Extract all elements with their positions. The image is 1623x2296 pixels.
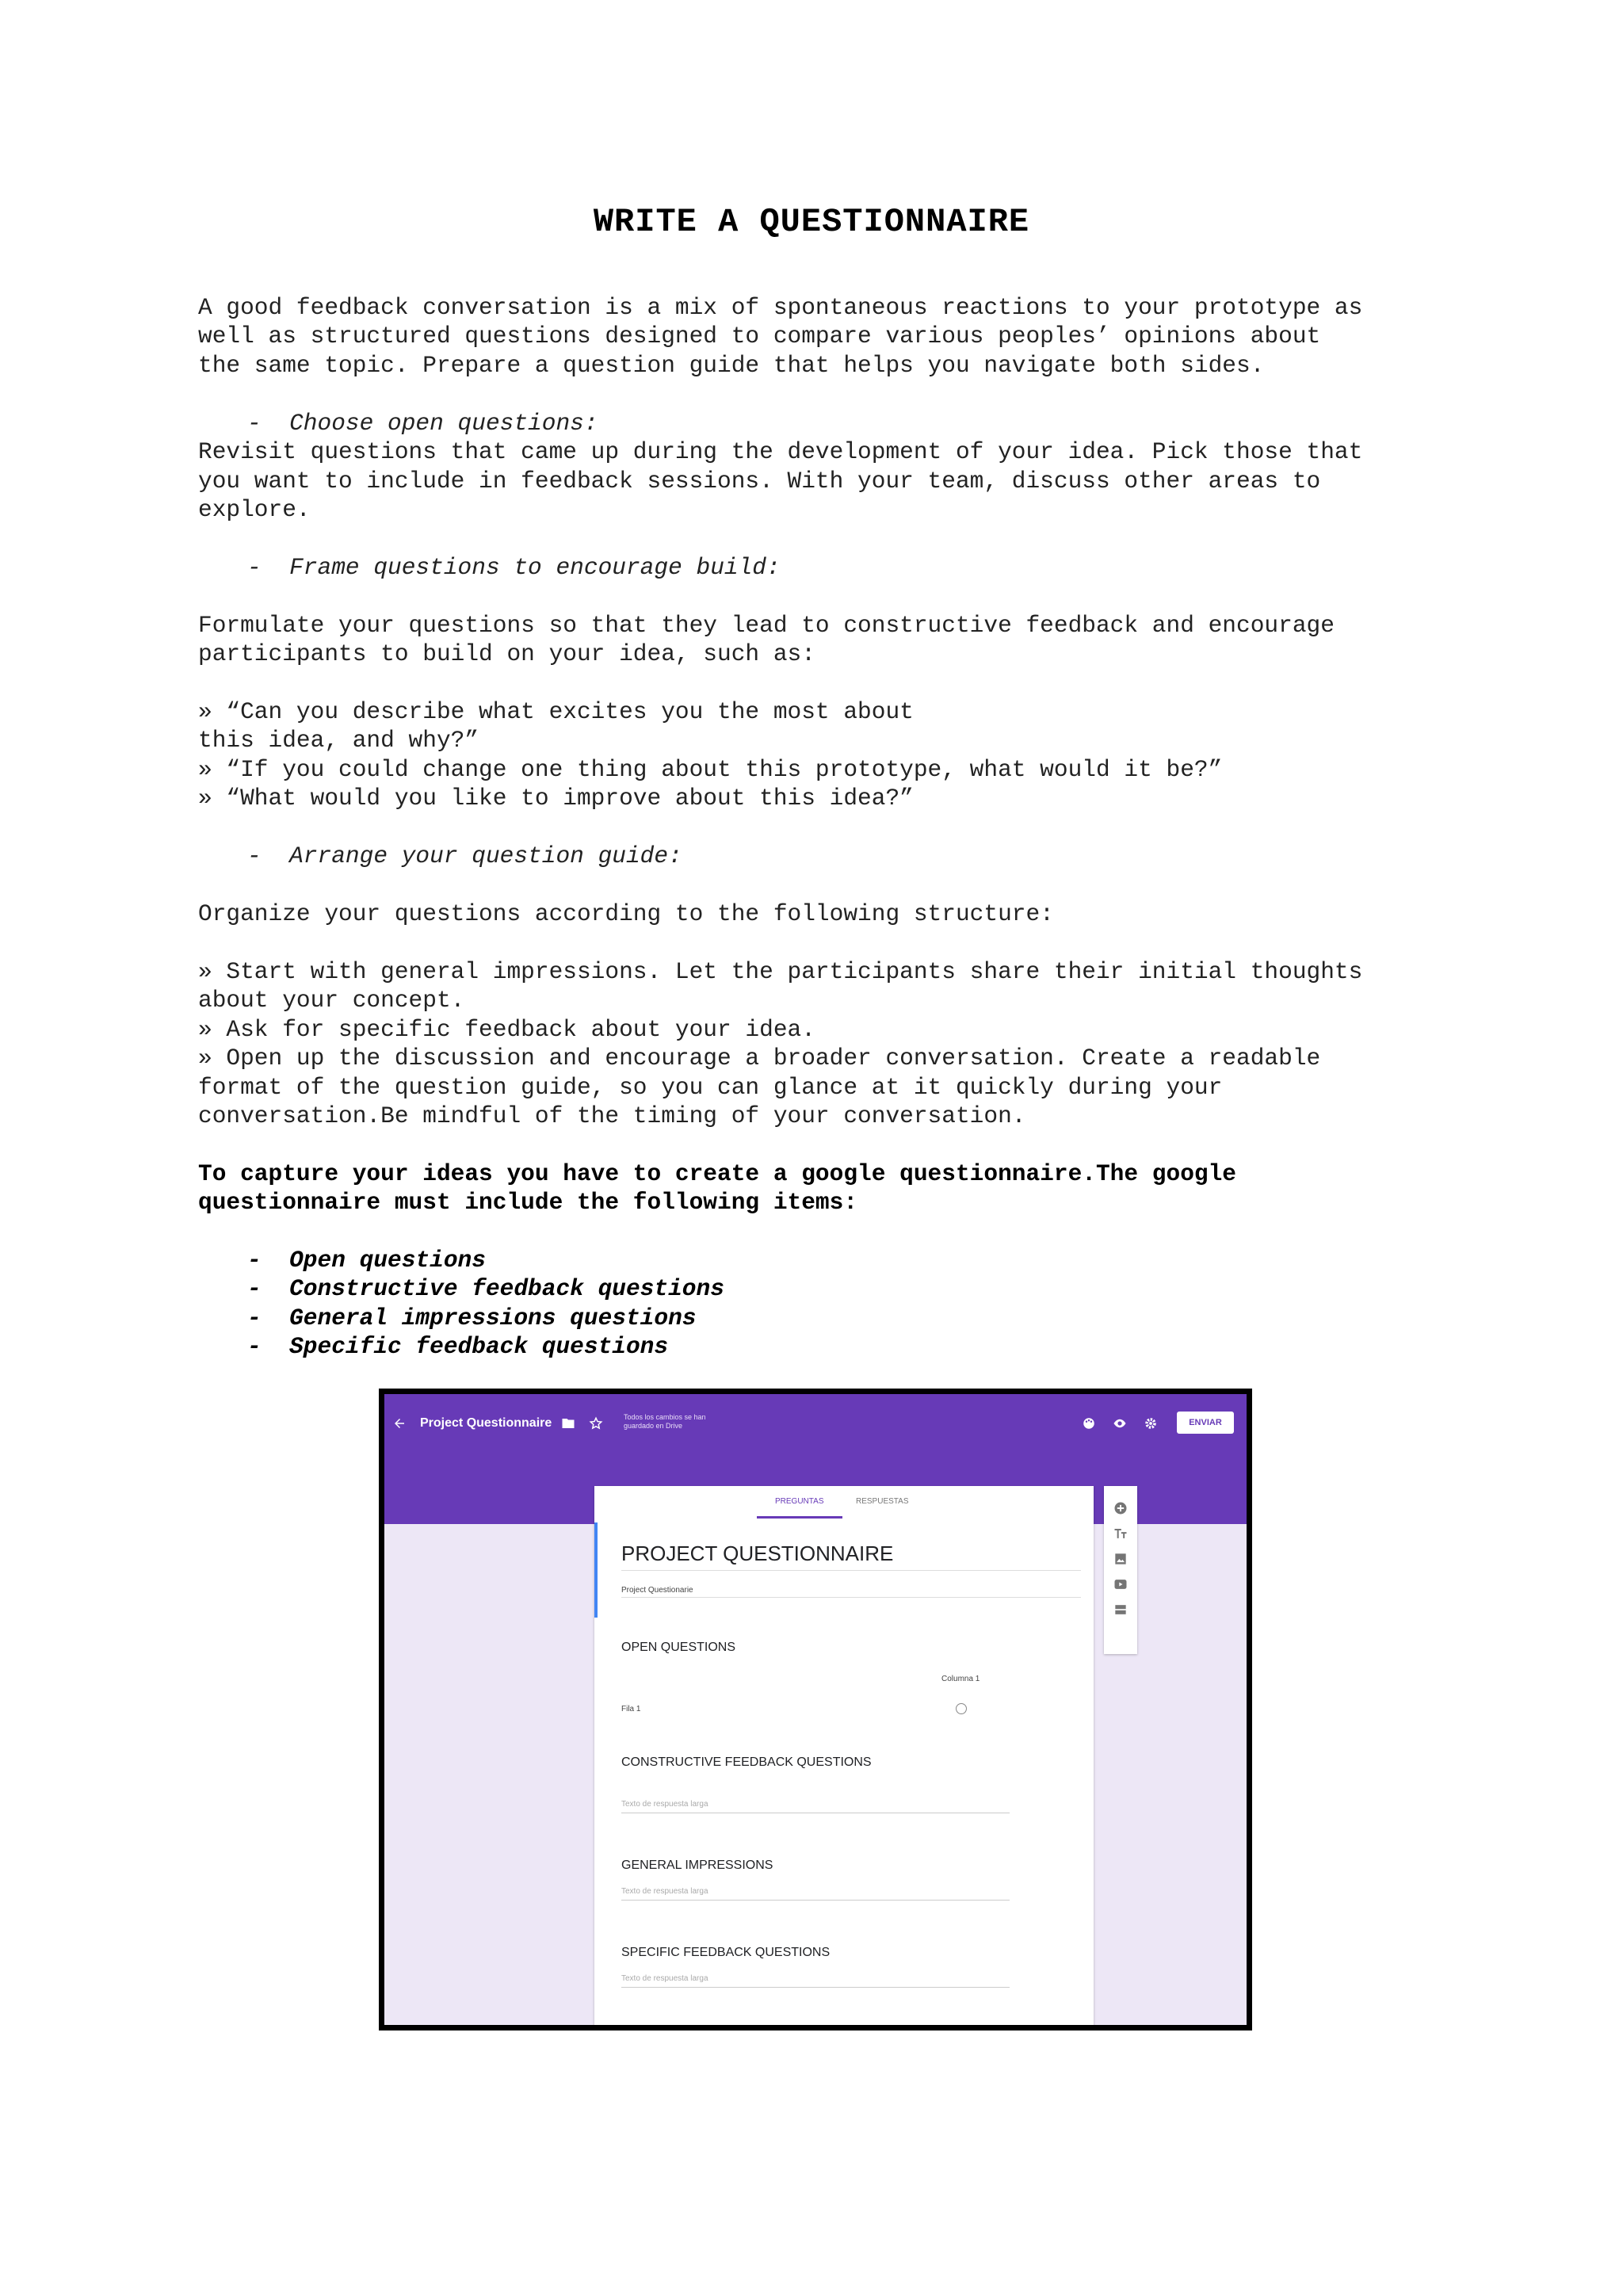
add-image-icon[interactable]: [1113, 1551, 1128, 1567]
example-line: this idea, and why?”: [198, 727, 479, 754]
section-body-line: explore.: [198, 496, 311, 523]
google-forms-screenshot: [379, 1389, 1252, 2030]
section-heading-arrange-guide: - Arrange your question guide:: [247, 842, 682, 869]
arrow-left-icon[interactable]: [392, 1416, 407, 1431]
grid-radio-button[interactable]: [956, 1703, 967, 1714]
example-line: » “Can you describe what excites you the most about: [198, 698, 914, 725]
form-title[interactable]: PROJECT QUESTIONNAIRE: [621, 1541, 894, 1565]
section-body-line: you want to include in feedback sessions. With your team, discuss other areas to: [198, 468, 1321, 495]
section-body-line: Formulate your questions so that they lead to constructive feedback and encourage: [198, 612, 1335, 639]
save-status: Todos los cambios se han guardado en Drive: [624, 1413, 706, 1430]
bottom-strip: [384, 2025, 1247, 2030]
eye-icon[interactable]: [1112, 1416, 1128, 1431]
add-question-icon[interactable]: [1113, 1500, 1128, 1516]
focus-indicator: [594, 1522, 598, 1618]
question-title-constructive[interactable]: CONSTRUCTIVE FEEDBACK QUESTIONS: [621, 1755, 872, 1769]
question-toolbar: [1104, 1486, 1137, 1654]
section-body-line: Revisit questions that came up during the development of your idea. Pick those that: [198, 438, 1363, 465]
step-line: » Start with general impressions. Let the participants share their initial thoughts: [198, 958, 1363, 985]
required-item: - Open questions: [247, 1247, 486, 1274]
answer-line: [621, 1987, 1010, 1988]
required-item: - Specific feedback questions: [247, 1333, 669, 1360]
send-button[interactable]: ENVIAR: [1177, 1412, 1234, 1434]
active-tab-indicator: [757, 1516, 842, 1519]
section-heading-frame-questions: - Frame questions to encourage build:: [247, 554, 781, 581]
intro-line: well as structured questions designed to compare various peoples’ opinions about: [198, 323, 1321, 350]
long-answer-placeholder: Texto de respuesta larga: [621, 1800, 708, 1809]
question-title-general[interactable]: GENERAL IMPRESSIONS: [621, 1859, 773, 1872]
section-heading-open-questions: - Choose open questions:: [247, 410, 598, 437]
palette-icon[interactable]: [1082, 1416, 1096, 1431]
task-line: questionnaire must include the following items:: [198, 1189, 858, 1216]
divider: [621, 1570, 1081, 1571]
required-item: - General impressions questions: [247, 1305, 697, 1331]
question-title-open[interactable]: OPEN QUESTIONS: [621, 1641, 736, 1654]
step-line: format of the question guide, so you can glance at it quickly during your: [198, 1074, 1223, 1101]
example-line: » “If you could change one thing about this prototype, what would it be?”: [198, 756, 1223, 783]
tab-responses[interactable]: RESPUESTAS: [856, 1497, 909, 1506]
grid-column-label: Columna 1: [941, 1675, 980, 1683]
step-line: » Ask for specific feedback about your idea.: [198, 1016, 815, 1043]
step-line: conversation.Be mindful of the timing of your conversation.: [198, 1102, 1026, 1129]
long-answer-placeholder: Texto de respuesta larga: [621, 1887, 708, 1896]
form-name[interactable]: Project Questionnaire: [420, 1416, 552, 1430]
task-line: To capture your ideas you have to create a google questionnaire.The google: [198, 1160, 1237, 1187]
form-description[interactable]: Project Questionarie: [621, 1586, 693, 1595]
long-answer-placeholder: Texto de respuesta larga: [621, 1974, 708, 1983]
form-card: [594, 1486, 1094, 2030]
required-item: - Constructive feedback questions: [247, 1275, 724, 1302]
section-body-line: participants to build on your idea, such as:: [198, 640, 815, 667]
step-line: about your concept.: [198, 987, 465, 1014]
answer-line: [621, 1900, 1010, 1901]
add-section-icon[interactable]: [1113, 1602, 1128, 1618]
folder-icon[interactable]: [561, 1417, 575, 1430]
document-title: WRITE A QUESTIONNAIRE: [593, 203, 1030, 241]
intro-line: A good feedback conversation is a mix of spontaneous reactions to your prototype as: [198, 294, 1363, 321]
example-line: » “What would you like to improve about this idea?”: [198, 785, 914, 812]
add-video-icon[interactable]: [1113, 1576, 1128, 1592]
divider: [621, 1597, 1081, 1598]
form-tabs: [594, 1486, 1094, 1519]
star-icon[interactable]: [589, 1416, 603, 1431]
add-title-icon[interactable]: [1113, 1526, 1128, 1541]
section-body-line: Organize your questions according to the following structure:: [198, 900, 1054, 927]
gear-icon[interactable]: [1144, 1416, 1158, 1431]
question-title-specific[interactable]: SPECIFIC FEEDBACK QUESTIONS: [621, 1946, 831, 1959]
intro-line: the same topic. Prepare a question guide that helps you navigate both sides.: [198, 352, 1265, 379]
step-line: » Open up the discussion and encourage a broader conversation. Create a readable: [198, 1045, 1321, 1072]
grid-row-label: Fila 1: [621, 1705, 641, 1713]
tab-questions[interactable]: PREGUNTAS: [775, 1497, 824, 1506]
